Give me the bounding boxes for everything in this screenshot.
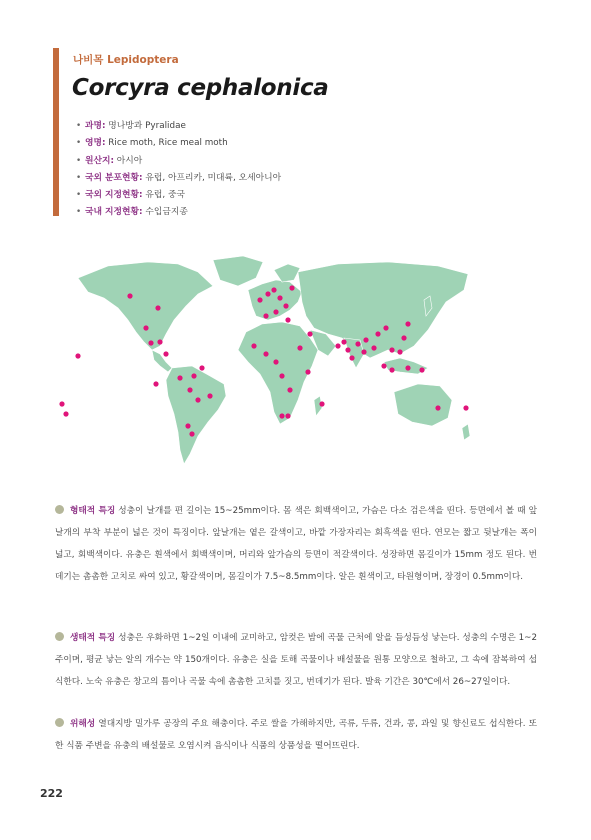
occurrence-marker bbox=[297, 345, 302, 350]
new-zealand-land bbox=[462, 424, 470, 440]
occurrence-marker bbox=[75, 353, 80, 358]
occurrence-marker bbox=[195, 397, 200, 402]
occurrence-marker bbox=[279, 373, 284, 378]
occurrence-marker bbox=[157, 339, 162, 344]
occurrence-marker bbox=[143, 325, 148, 330]
occurrence-marker bbox=[371, 345, 376, 350]
species-title: Corcyra cephalonica bbox=[72, 75, 329, 101]
occurrence-marker bbox=[207, 393, 212, 398]
occurrence-marker bbox=[363, 337, 368, 342]
world-distribution-map bbox=[48, 250, 544, 470]
info-item-origin: • 원산지: 아시아 bbox=[76, 155, 143, 166]
occurrence-marker bbox=[349, 355, 354, 360]
occurrence-marker bbox=[435, 405, 440, 410]
occurrence-marker bbox=[355, 341, 360, 346]
occurrence-marker bbox=[251, 343, 256, 348]
section-label: 형태적 특징 bbox=[70, 506, 116, 516]
occurrence-marker bbox=[285, 413, 290, 418]
occurrence-marker bbox=[273, 359, 278, 364]
occurrence-marker bbox=[271, 287, 276, 292]
occurrence-marker bbox=[307, 331, 312, 336]
land-masses bbox=[78, 256, 470, 464]
occurrence-marker bbox=[263, 313, 268, 318]
central-america-land bbox=[152, 350, 172, 372]
occurrence-marker bbox=[381, 363, 386, 368]
occurrence-marker bbox=[383, 325, 388, 330]
occurrence-marker bbox=[405, 321, 410, 326]
occurrence-marker bbox=[265, 291, 270, 296]
occurrence-marker bbox=[389, 367, 394, 372]
info-item-domestic-designation: • 국내 지정현황: 수입금지종 bbox=[76, 207, 188, 218]
occurrence-marker bbox=[163, 351, 168, 356]
occurrence-marker bbox=[187, 387, 192, 392]
occurrence-marker bbox=[401, 335, 406, 340]
occurrence-marker bbox=[341, 339, 346, 344]
occurrence-marker bbox=[263, 351, 268, 356]
page-number: 222 bbox=[40, 787, 63, 800]
info-item-english-name: • 영명: Rice moth, Rice meal moth bbox=[76, 138, 228, 149]
australia-land bbox=[394, 384, 452, 426]
south-america-land bbox=[166, 366, 226, 464]
section-bullet-icon bbox=[55, 632, 64, 641]
occurrence-marker bbox=[177, 375, 182, 380]
section-bullet-icon bbox=[55, 718, 64, 727]
occurrence-marker bbox=[199, 365, 204, 370]
info-list bbox=[76, 118, 281, 222]
occurrence-marker bbox=[63, 411, 68, 416]
occurrence-marker bbox=[285, 317, 290, 322]
section-text: 열대지방 밀가루 공장의 주요 해충이다. 주로 쌀을 가해하지만, 곡류, 두류, 건과, 콩, 과일 및 향신료도 섭식한다. 또한 식품 주변을 유충의 배설물로 오염시켜 음식이나 식품의 상품성을 떨어뜨린다. bbox=[55, 719, 537, 751]
occurrence-marker bbox=[361, 349, 366, 354]
info-item-family: • 과명: 명나방과 Pyralidae bbox=[76, 121, 186, 131]
occurrence-marker bbox=[375, 331, 380, 336]
section-text: 성충이 날개를 편 길이는 15~25mm이다. 몸 색은 회백색이고, 가슴은 다소 검은색을 띤다. 등면에서 볼 때 앞날개의 부착 부분이 넓은 것이 특징이다. 앞날개는 옅은 갈색이고, 바깥 가장자리는 회흑색을 띤다. 연모는 짧고 뒷날개는 폭이 넓고, 회백색이다. 유충은 흰색에서 회백색이며, 머리와 앞가슴의 등면이 적갈색이다. 성장하면 몸길이가 15mm 정도 된다. 번데기는 촘촘한 고치로 싸여 있고, 황갈색이며, 몸길이가 7.5~8.5mm이다. 알은 흰색이고, 타원형이며, 장경이 0.5mm이다. bbox=[55, 506, 537, 582]
section-ecology bbox=[55, 627, 537, 693]
section-text: 성충은 우화하면 1~2일 이내에 교미하고, 암컷은 밤에 곡물 근처에 알을 듬성듬성 낳는다. 성충의 수명은 1~2주이며, 평균 낳는 알의 개수는 약 150개이다. 유충은 실을 토해 곡물이나 배설물을 원통 모양으로 철하고, 그 속에 잠복하여 섭식한다. 노숙 유충은 창고의 틈이나 곡물 속에 촘촘한 고치를 짓고, 번데기가 된다. 발육 기간은 30℃에서 26~27일이다. bbox=[55, 633, 537, 687]
section-harmfulness bbox=[55, 713, 537, 757]
section-label: 생태적 특징 bbox=[70, 633, 116, 643]
occurrence-marker bbox=[148, 340, 153, 345]
section-morphology bbox=[55, 500, 537, 588]
occurrence-marker bbox=[419, 367, 424, 372]
scandinavia-land bbox=[274, 264, 300, 282]
occurrence-marker bbox=[277, 295, 282, 300]
occurrence-marker bbox=[345, 347, 350, 352]
occurrence-marker bbox=[155, 305, 160, 310]
occurrence-marker bbox=[389, 347, 394, 352]
north-america-land bbox=[78, 262, 213, 350]
info-item-foreign-distribution: • 국외 분포현황: 유럽, 아프리카, 미대륙, 오세아니아 bbox=[76, 172, 282, 183]
occurrence-marker bbox=[279, 413, 284, 418]
occurrence-marker bbox=[153, 381, 158, 386]
occurrence-marker bbox=[127, 293, 132, 298]
india-land bbox=[344, 338, 364, 368]
occurrence-marker bbox=[191, 373, 196, 378]
section-label: 위해성 bbox=[70, 719, 96, 729]
occurrence-marker bbox=[189, 431, 194, 436]
occurrence-marker bbox=[185, 423, 190, 428]
occurrence-marker bbox=[273, 309, 278, 314]
occurrence-marker bbox=[397, 349, 402, 354]
occurrence-marker bbox=[405, 365, 410, 370]
occurrence-marker bbox=[287, 387, 292, 392]
header-accent-bar bbox=[53, 48, 59, 216]
occurrence-marker bbox=[289, 285, 294, 290]
occurrence-marker bbox=[257, 297, 262, 302]
occurrence-marker bbox=[319, 401, 324, 406]
section-bullet-icon bbox=[55, 505, 64, 514]
occurrence-marker bbox=[59, 401, 64, 406]
occurrence-marker bbox=[463, 405, 468, 410]
greenland-land bbox=[213, 256, 263, 286]
occurrence-marker bbox=[283, 303, 288, 308]
order-category: 나비목 Lepidoptera bbox=[73, 54, 179, 66]
occurrence-marker bbox=[335, 343, 340, 348]
occurrence-marker bbox=[305, 369, 310, 374]
info-item-foreign-designation: • 국외 지정현황: 유럽, 중국 bbox=[76, 190, 185, 201]
